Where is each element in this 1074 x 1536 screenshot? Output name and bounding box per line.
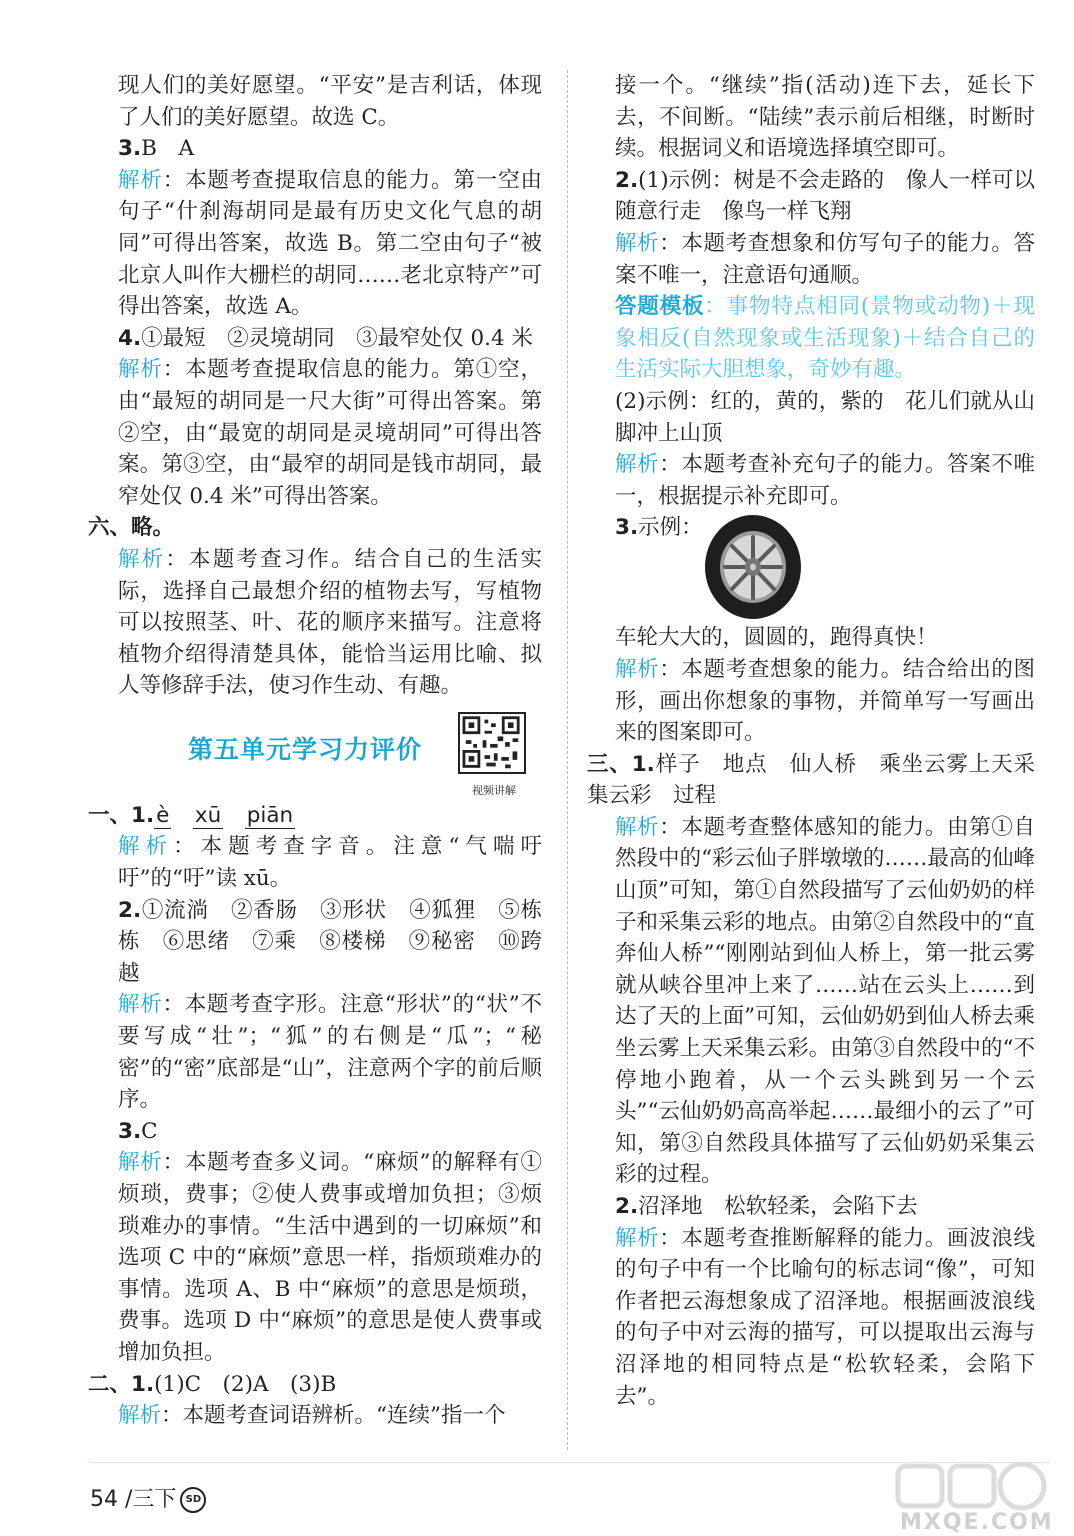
one-q3-answer — [118, 1116, 542, 1148]
section-title: 第五单元学习力评价 — [188, 734, 423, 764]
one-q1-explanation-text: 本题考查字音。注意“气喘吁吁”的“吁”读 xū。 — [118, 834, 542, 892]
two-q1-explanation: 解析：本题考查词语辨析。“连续”指一个 — [118, 1403, 506, 1429]
one-q2-answer — [118, 895, 542, 990]
analysis-tag: 解析 — [118, 834, 174, 860]
analysis-tag: 解析 — [615, 814, 660, 840]
r-q2-answer-text: (1)示例：树是不会走路的 像人一样可以随意行走 像鸟一样飞翔 — [615, 167, 1035, 225]
one-q3-explanation: 解析：本题考查多义词。“麻烦”的解释有①烦琐，费事；②使人费事或增加负担；③烦琐难办的事情。“生活中遇到的一切麻烦”和选项 C 中的“麻烦”意思一样，指烦琐难办的事情。选项 A、B 中“麻烦”的意思是烦琐，费事。选项 D 中“麻烦”的意思是使人费事或增加负担。 — [118, 1150, 542, 1365]
analysis-tag: 解析 — [615, 1225, 660, 1251]
one-q2-number: 2. — [118, 897, 142, 923]
three-q2-answer — [615, 1191, 1035, 1223]
section-three-label: 三、1. — [587, 751, 655, 777]
q4-answer-text: ①最短 ②灵境胡同 ③最窄处仅 0.4 米 — [141, 325, 534, 351]
analysis-tag: 解析 — [615, 230, 660, 256]
one-q3-number: 3. — [118, 1118, 142, 1144]
one-q2-explanation: 解析：本题考查字形。注意“形状”的“状”不要写成“壮”；“狐”的右侧是“瓜”；“秘密”的“密”底部是“山”，注意两个字的前后顺序。 — [118, 992, 542, 1113]
q3-answer — [118, 133, 542, 165]
analysis-tag: 解析 — [118, 1403, 162, 1429]
analysis-tag: 解析 — [615, 656, 660, 682]
three-q2-number: 2. — [615, 1194, 639, 1219]
sd-badge: SD — [180, 1487, 206, 1513]
pinyin-1: è — [156, 802, 170, 828]
right-column — [587, 70, 1035, 1412]
analysis-tag: 解析 — [118, 992, 163, 1018]
section-two-label: 二、1. — [88, 1371, 155, 1397]
section-six-explanation: 解析：本题考查习作。结合自己的生活实际，选择自己最想介绍的植物去写，写植物可以按照茎、叶、花的顺序来描写。注意将植物介绍得清楚具体，能恰当运用比喻、拟人等修辞手法，使习作生动、有趣。 — [118, 546, 542, 699]
section-six-explanation-text: 本题考查习作。结合自己的生活实际，选择自己最想介绍的植物去写，写植物可以按照茎、叶、花的顺序来描写。注意将植物介绍得清楚具体，能恰当运用比喻、拟人等修辞手法，使习作生动、有趣。 — [118, 546, 542, 699]
section-one-q1 — [88, 800, 542, 832]
r-q3-explanation: 解析：本题考查想象的能力。结合给出的图形，画出你想象的事物，并简单写一写画出来的图案即可。 — [615, 656, 1035, 746]
answer-template-tag: 答题模板 — [615, 294, 705, 320]
r-q3-number: 3. — [615, 515, 639, 541]
r-q3-label: 示例： — [638, 515, 703, 541]
three-q2-explanation-text: 本题考查推断解释的能力。画波浪线的句子中有一个比喻句的标志词“像”，可知作者把云海想象成了沼泽地。根据画波浪线的句子中对云海的描写，可以提取出云海与沼泽地的相同特点是“松软轻柔，会陷下去”。 — [615, 1225, 1035, 1409]
qr-caption: 视频讲解 — [472, 784, 516, 798]
pinyin-3: piān — [246, 802, 294, 828]
three-q2-explanation: 解析：本题考查推断解释的能力。画波浪线的句子中有一个比喻句的标志词“像”，可知作者把云海想象成了沼泽地。根据画波浪线的句子中对云海的描写，可以提取出云海与沼泽地的相同特点是“松软轻柔，会陷下去”。 — [615, 1225, 1035, 1409]
answer-template: 答题模板：事物特点相同(景物或动物)＋现象相反(自然现象或生活现象)＋结合自己的生活实际大胆想象，奇妙有趣。 — [615, 294, 1035, 383]
column-divider — [567, 70, 568, 1450]
analysis-tag: 解析 — [118, 167, 163, 193]
two-q1-explanation-text: 本题考查词语辨析。“连续”指一个 — [182, 1403, 506, 1429]
analysis-tag: 解析 — [118, 357, 163, 383]
section-one-label: 一、1. — [88, 802, 155, 828]
r-q3-example-row — [615, 512, 1035, 622]
section-six-label: 六、略。 — [88, 515, 175, 541]
r-q2-explanation: 解析：本题考查想象和仿写句子的能力。答案不唯一，注意语句通顺。 — [615, 230, 1035, 288]
unit-five-header — [118, 712, 542, 798]
r-q2b-explanation: 解析：本题考查补充句子的能力。答案不唯一，根据提示补充即可。 — [615, 452, 1035, 509]
analysis-tag: 解析 — [118, 546, 166, 572]
r-q2b-explanation-text: 本题考查补充句子的能力。答案不唯一，根据提示补充即可。 — [615, 452, 1035, 509]
analysis-tag: 解析 — [118, 1150, 163, 1176]
left-column — [88, 70, 542, 1432]
page-footer — [90, 1482, 206, 1513]
r-q3-explanation-text: 本题考查想象的能力。结合给出的图形，画出你想象的事物，并简单写一写画出来的图案即可。 — [615, 656, 1035, 746]
q3-answer-text: B A — [141, 136, 194, 162]
three-q1-answer-text: 样子 地点 仙人桥 乘坐云雾上天采集云彩 过程 — [587, 751, 1035, 809]
analysis-tag: 解析 — [615, 452, 660, 478]
three-q1-explanation-text: 本题考查整体感知的能力。由第①自然段中的“彩云仙子胖墩墩的……最高的仙峰山顶”可知，第①自然段描写了云仙奶奶的样子和采集云彩的地点。由第②自然段中的“直奔仙人桥”“刚刚站到仙人桥上，第一批云雾就从峡谷里冲上来了……站在云头上……到达了天的上面”可知，云仙奶奶到仙人桥去乘坐云雾上天采集云彩。由第③自然段中的“不停地小跑着，从一个云头跳到另一个云头”“云仙奶奶高高举起……最细小的云了”可知，第③自然段具体描写了云仙奶奶采集云彩的过程。 — [615, 814, 1035, 1188]
pinyin-2: xū — [194, 802, 222, 828]
one-q3-answer-text: C — [141, 1118, 158, 1144]
section-two-q1 — [88, 1369, 542, 1401]
one-q2-explanation-text: 本题考查字形。注意“形状”的“状”不要写成“壮”；“狐”的右侧是“瓜”；“秘密”的“密”底部是“山”，注意两个字的前后顺序。 — [118, 992, 542, 1113]
three-q1-explanation: 解析：本题考查整体感知的能力。由第①自然段中的“彩云仙子胖墩墩的……最高的仙峰山顶”可知，第①自然段描写了云仙奶奶的样子和采集云彩的地点。由第②自然段中的“直奔仙人桥”“刚刚站到仙人桥上，第一批云雾就从峡谷里冲上来了……站在云头上……到达了天的上面”可知，云仙奶奶到仙人桥去乘坐云雾上天采集云彩。由第③自然段中的“不停地小跑着，从一个云头跳到另一个云头”“云仙奶奶高高举起……最细小的云了”可知，第③自然段具体描写了云仙奶奶采集云彩的过程。 — [615, 814, 1035, 1188]
watermark-text: MXQE.COM — [900, 1510, 1054, 1535]
one-q2-answer-text: ①流淌 ②香肠 ③形状 ④狐狸 ⑤栋栋 ⑥思绪 ⑦乘 ⑧楼梯 ⑨秘密 ⑩跨越 — [118, 897, 542, 986]
qr-code-icon — [458, 712, 526, 774]
one-q3-explanation-text: 本题考查多义词。“麻烦”的解释有①烦琐，费事；②使人费事或增加负担；③烦琐难办的事情。“生活中遇到的一切麻烦”和选项 C 中的“麻烦”意思一样，指烦琐难办的事情。选项 A、B 中“麻烦”的意思是烦琐，费事。选项 D 中“麻烦”的意思是使人费事或增加负担。 — [118, 1150, 542, 1365]
r-q3-sentence: 车轮大大的，圆圆的，跑得真快！ — [615, 625, 938, 651]
r-q2-answer — [615, 165, 1035, 228]
right-para-1: 接一个。“继续”指(活动)连下去，延长下去，不间断。“陆续”表示前后相继，时断时续。根据词义和语境选择填空即可。 — [615, 73, 1035, 162]
q4-explanation-text: 本题考查提取信息的能力。第①空，由“最短的胡同是一尺大街”可得出答案。第②空，由“最宽的胡同是灵境胡同”可得出答案。第③空，由“最窄的胡同是钱市胡同，最窄处仅 0.4 米”可得出答案。 — [118, 357, 542, 509]
r-q2-number: 2. — [615, 167, 639, 193]
q3-explanation-text: 本题考查提取信息的能力。第一空由句子“什刹海胡同是最有历史文化气息的胡同”可得出答案，故选 B。第二空由句子“被北京人叫作大栅栏的胡同……老北京特产”可得出答案，故选 A。 — [118, 167, 542, 320]
r-q2-explanation-text: 本题考查想象和仿写句子的能力。答案不唯一，注意语句通顺。 — [615, 230, 1035, 288]
r-q2b-answer: (2)示例：红的，黄的，紫的 花儿们就从山脚冲上山顶 — [615, 388, 1035, 446]
q3-number: 3. — [118, 136, 142, 162]
page-number: 54 /三下 — [90, 1487, 177, 1512]
section-three-q1 — [587, 749, 1035, 812]
tire-icon — [703, 512, 803, 622]
q4-explanation: 解析：本题考查提取信息的能力。第①空，由“最短的胡同是一尺大街”可得出答案。第②空，由“最宽的胡同是灵境胡同”可得出答案。第③空，由“最窄的胡同是钱市胡同，最窄处仅 0.4 米”可得出答案。 — [118, 357, 542, 509]
answer-template-text: 事物特点相同(景物或动物)＋现象相反(自然现象或生活现象)＋结合自己的生活实际大胆想象，奇妙有趣。 — [615, 294, 1035, 383]
two-q1-answer-text: (1)C (2)A (3)B — [154, 1371, 337, 1397]
video-qr[interactable] — [458, 712, 530, 800]
q3-explanation: 解析：本题考查提取信息的能力。第一空由句子“什刹海胡同是最有历史文化气息的胡同”可得出答案，故选 B。第二空由句子“被北京人叫作大栅栏的胡同……老北京特产”可得出答案，故选 A。 — [118, 167, 542, 320]
three-q2-answer-text: 沼泽地 松软轻柔，会陷下去 — [638, 1194, 918, 1219]
q4-answer — [118, 323, 542, 355]
left-para-1: 现人们的美好愿望。“平安”是吉利话，体现了人们的美好愿望。故选 C。 — [118, 73, 542, 130]
q4-number: 4. — [118, 325, 142, 351]
one-q1-explanation: 解析：本题考查字音。注意“气喘吁吁”的“吁”读 xū。 — [118, 834, 542, 892]
